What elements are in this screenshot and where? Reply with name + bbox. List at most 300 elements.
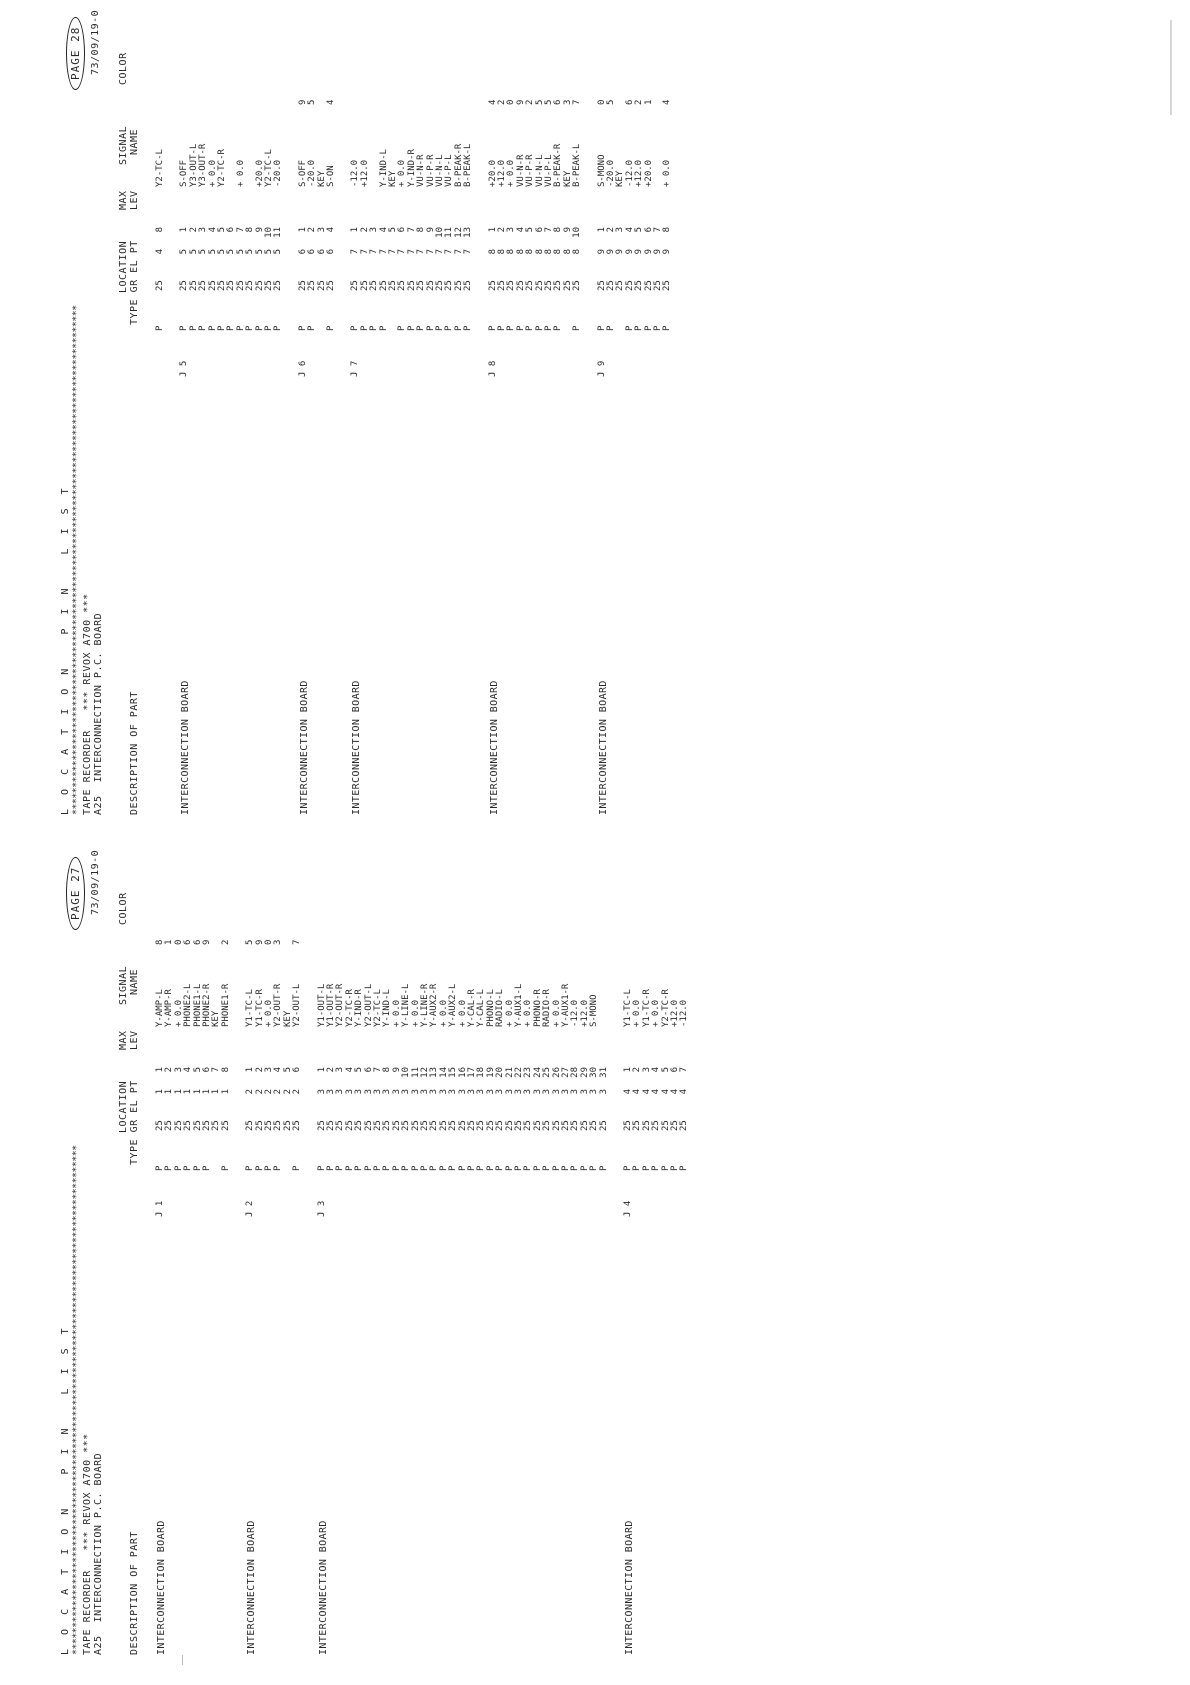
- pin-row: [274, 77, 283, 377]
- pin-group: 25: [562, 280, 573, 291]
- pin-group: 25: [235, 280, 246, 291]
- pin-type: P: [632, 1165, 643, 1171]
- pin-point: 2: [307, 227, 318, 233]
- pin-point: 1: [297, 227, 308, 233]
- pin-type: P: [624, 325, 635, 331]
- pin-point: 13: [463, 227, 474, 238]
- pin-group: 25: [598, 1120, 609, 1131]
- pin-point: 4: [207, 227, 218, 233]
- pin-type: P: [652, 325, 663, 331]
- pin-element: 3: [485, 1089, 496, 1095]
- pin-point: 23: [523, 1067, 534, 1078]
- signal-name: PHONE1-R: [220, 983, 231, 1027]
- signal-name: +12.0: [634, 159, 645, 187]
- signal-name: +12.0: [670, 999, 680, 1027]
- pin-type: P: [453, 325, 464, 331]
- pin-group: 25: [297, 280, 308, 291]
- pin-type: P: [363, 1165, 374, 1171]
- pin-group: 25: [325, 280, 336, 291]
- pin-group: 25: [416, 280, 427, 291]
- pin-point: 9: [562, 227, 573, 233]
- pin-type: P: [641, 1165, 652, 1171]
- pin-row: [600, 917, 609, 1217]
- pin-point: 28: [570, 1067, 581, 1078]
- wire-color: 6: [192, 939, 203, 945]
- signal-name: VU-N-L: [434, 154, 445, 187]
- pin-point: 7: [372, 1067, 383, 1073]
- part-description: INTERCONNECTION BOARD: [156, 1520, 167, 1655]
- pin-point: 4: [651, 1067, 662, 1073]
- wire-color: 0: [263, 939, 274, 945]
- pin-point: 3: [335, 1067, 346, 1073]
- pin-group: 25: [596, 280, 607, 291]
- signal-name: Y2-TC-L: [155, 149, 165, 187]
- signal-name: Y1-TC-R: [254, 989, 265, 1027]
- pin-type: P: [679, 1165, 690, 1171]
- pin-group: 25: [485, 1120, 496, 1131]
- pin-element: 8: [515, 249, 526, 255]
- pin-point: 1: [487, 227, 498, 233]
- part-description: INTERCONNECTION BOARD: [597, 680, 609, 815]
- pin-type: P: [325, 325, 336, 331]
- pin-row: [222, 917, 231, 1217]
- pin-element: 2: [273, 1089, 284, 1095]
- pin-element: 7: [369, 249, 380, 255]
- wire-color: 8: [155, 939, 165, 945]
- signal-name: +20.0: [254, 159, 265, 187]
- pin-element: 7: [453, 249, 464, 255]
- asterisk-rule: **********************************************************************************************: [71, 305, 82, 815]
- signal-name: S-MONO: [589, 994, 600, 1027]
- signal-name: Y2-TC-R: [216, 149, 227, 187]
- header-lev: LEV: [129, 190, 140, 210]
- signal-name: + 0.0: [391, 999, 402, 1027]
- pin-group: 25: [316, 1120, 327, 1131]
- signal-name: VU-N-L: [534, 154, 545, 187]
- pin-group: 25: [245, 280, 256, 291]
- signal-name: + 0.0: [523, 999, 534, 1027]
- pin-type: P: [359, 325, 370, 331]
- signal-name: B-PEAK-L: [572, 143, 583, 187]
- signal-name: + 0.0: [506, 159, 517, 187]
- pin-type: P: [438, 1165, 449, 1171]
- pin-element: 3: [457, 1089, 468, 1095]
- pin-point: 6: [670, 1067, 680, 1073]
- pin-type: P: [542, 1165, 553, 1171]
- pin-element: 2: [245, 1089, 256, 1095]
- pin-point: 2: [496, 227, 507, 233]
- signal-name: Y-AUX2-R: [429, 983, 440, 1027]
- pin-type: P: [572, 325, 583, 331]
- signal-name: S-OFF: [179, 159, 190, 187]
- pin-type: P: [651, 1165, 662, 1171]
- pin-group: 25: [463, 280, 474, 291]
- signal-name: -20.0: [307, 159, 318, 187]
- pin-point: 8: [553, 227, 564, 233]
- connector-id: J 9: [596, 360, 607, 377]
- pin-type: P: [254, 325, 265, 331]
- signal-name: KEY: [316, 170, 327, 187]
- pin-type: P: [660, 1165, 671, 1171]
- signal-name: PHONE2-L: [183, 983, 194, 1027]
- pin-element: 5: [226, 249, 237, 255]
- signal-name: Y-LINE-L: [401, 983, 412, 1027]
- pin-point: 10: [572, 227, 583, 238]
- pin-element: 9: [624, 249, 635, 255]
- signal-name: Y-AMP-R: [164, 989, 175, 1027]
- part-description: INTERCONNECTION BOARD: [317, 1520, 329, 1655]
- pin-element: 9: [605, 249, 616, 255]
- pin-group: 25: [660, 1120, 671, 1131]
- pin-type: P: [579, 1165, 590, 1171]
- pin-group: 25: [282, 1120, 293, 1131]
- pin-point: 2: [188, 227, 199, 233]
- pin-group: 25: [542, 1120, 553, 1131]
- pin-type: P: [448, 1165, 459, 1171]
- part-description: INTERCONNECTION BOARD: [298, 680, 310, 815]
- pin-type: P: [444, 325, 455, 331]
- signal-name: + 0.0: [397, 159, 408, 187]
- signal-name: +12.0: [359, 159, 370, 187]
- part-description: INTERCONNECTION BOARD: [624, 1520, 635, 1655]
- signal-name: VU-P-R: [525, 154, 536, 187]
- header-name: NAME: [129, 128, 140, 155]
- pin-type: P: [297, 325, 308, 331]
- pin-type: P: [419, 1165, 430, 1171]
- pin-group: 25: [263, 1120, 274, 1131]
- pin-point: 5: [634, 227, 645, 233]
- pin-point: 8: [416, 227, 427, 233]
- pin-type: P: [570, 1165, 581, 1171]
- pin-point: 6: [363, 1067, 374, 1073]
- pin-element: 3: [363, 1089, 374, 1095]
- signal-name: + 0.0: [438, 999, 449, 1027]
- pin-element: 3: [598, 1089, 609, 1095]
- pin-type: P: [335, 1165, 346, 1171]
- pin-type: P: [220, 1165, 231, 1171]
- pin-group: 25: [543, 280, 554, 291]
- pin-group: 25: [438, 1120, 449, 1131]
- pin-element: 1: [183, 1089, 194, 1095]
- pin-element: 6: [325, 249, 336, 255]
- pin-element: 5: [263, 249, 274, 255]
- signal-name: S-MONO: [596, 154, 607, 187]
- pin-group: 25: [387, 280, 398, 291]
- pin-element: 3: [513, 1089, 524, 1095]
- header-max: MAX: [118, 1030, 129, 1050]
- wire-color: 7: [292, 939, 303, 945]
- wire-color: 2: [496, 99, 507, 105]
- pin-type: P: [401, 1165, 412, 1171]
- pin-point: 3: [506, 227, 517, 233]
- header-type-gr-el-pt: TYPE GR EL PT: [129, 240, 140, 325]
- pin-point: 5: [216, 227, 227, 233]
- pin-point: 2: [164, 1067, 175, 1073]
- pin-group: 25: [391, 1120, 402, 1131]
- pin-point: 15: [448, 1067, 459, 1078]
- pin-point: 8: [662, 227, 673, 233]
- signal-name: + 0.0: [651, 999, 662, 1027]
- signal-name: Y-CAL-R: [466, 989, 477, 1027]
- pin-type: P: [532, 1165, 543, 1171]
- pin-point: 5: [354, 1067, 365, 1073]
- pin-point: 8: [155, 227, 165, 233]
- signal-name: +12.0: [496, 159, 507, 187]
- pin-group: 25: [254, 280, 265, 291]
- part-description: INTERCONNECTION BOARD: [351, 680, 363, 815]
- signal-name: Y1-OUT-L: [316, 983, 327, 1027]
- wire-color: 3: [562, 99, 573, 105]
- pin-group: 25: [173, 1120, 184, 1131]
- pin-point: 3: [173, 1067, 184, 1073]
- pin-point: 1: [596, 227, 607, 233]
- pin-element: 8: [525, 249, 536, 255]
- pin-point: 2: [325, 1067, 336, 1073]
- scan-speck: [182, 1655, 183, 1665]
- signal-name: Y-IND-L: [378, 149, 389, 187]
- pin-point: 1: [316, 1067, 327, 1073]
- pin-group: 25: [425, 280, 436, 291]
- signal-name: + 0.0: [632, 999, 643, 1027]
- pin-group: 25: [410, 1120, 421, 1131]
- pin-point: 12: [419, 1067, 430, 1078]
- pin-group: 25: [155, 280, 165, 291]
- pin-point: 3: [316, 227, 327, 233]
- pin-group: 25: [570, 1120, 581, 1131]
- pin-group: 25: [504, 1120, 515, 1131]
- header-location: LOCATION: [118, 240, 129, 293]
- pin-group: 25: [307, 280, 318, 291]
- pin-element: 2: [263, 1089, 274, 1095]
- pin-type: P: [207, 325, 218, 331]
- signal-name: -12.0: [679, 999, 690, 1027]
- pin-point: 6: [397, 227, 408, 233]
- pin-point: 6: [202, 1067, 212, 1073]
- wire-color: 0: [596, 99, 607, 105]
- signal-name: + 0.0: [551, 999, 562, 1027]
- pin-group: 25: [532, 1120, 543, 1131]
- pin-point: 8: [382, 1067, 393, 1073]
- signal-name: Y1-TC-L: [623, 989, 633, 1027]
- pin-type: P: [155, 1165, 165, 1171]
- pin-group: 25: [448, 1120, 459, 1131]
- signal-name: -12.0: [570, 999, 581, 1027]
- pin-element: 4: [679, 1089, 690, 1095]
- pin-element: 7: [397, 249, 408, 255]
- pin-element: 7: [463, 249, 474, 255]
- pin-point: 13: [429, 1067, 440, 1078]
- pin-point: 20: [495, 1067, 506, 1078]
- pin-type: P: [226, 325, 237, 331]
- connector-id: J 4: [623, 1200, 633, 1217]
- pin-group: 25: [670, 1120, 680, 1131]
- wire-color: 5: [307, 99, 318, 105]
- pin-element: 3: [495, 1089, 506, 1095]
- pin-row: [663, 77, 672, 377]
- pin-point: 18: [476, 1067, 487, 1078]
- wire-color: 2: [525, 99, 536, 105]
- pin-type: P: [523, 1165, 534, 1171]
- pin-type: P: [553, 325, 564, 331]
- pin-point: 2: [632, 1067, 643, 1073]
- pin-point: 6: [534, 227, 545, 233]
- pin-row: [293, 917, 302, 1217]
- pin-element: 7: [434, 249, 445, 255]
- pin-element: 3: [429, 1089, 440, 1095]
- pin-element: 8: [506, 249, 517, 255]
- pin-point: 17: [466, 1067, 477, 1078]
- signal-name: B-PEAK-R: [453, 143, 464, 187]
- pin-element: 3: [325, 1089, 336, 1095]
- pin-point: 7: [543, 227, 554, 233]
- pin-element: 3: [589, 1089, 600, 1095]
- pin-group: 25: [457, 1120, 468, 1131]
- pin-type: P: [425, 325, 436, 331]
- pin-type: P: [179, 325, 190, 331]
- header-lev: LEV: [129, 1030, 140, 1050]
- pin-type: P: [354, 1165, 365, 1171]
- pin-element: 1: [211, 1089, 222, 1095]
- pin-group: 25: [641, 1120, 652, 1131]
- header-description: DESCRIPTION OF PART: [129, 1531, 140, 1655]
- signal-name: + 0.0: [457, 999, 468, 1027]
- signal-name: PHONO-L: [485, 989, 496, 1027]
- pin-point: 3: [369, 227, 380, 233]
- pin-element: 3: [551, 1089, 562, 1095]
- pin-type: P: [525, 325, 536, 331]
- pin-group: 25: [506, 280, 517, 291]
- pin-group: 25: [273, 280, 284, 291]
- pin-element: 9: [662, 249, 673, 255]
- pin-point: 10: [401, 1067, 412, 1078]
- pin-element: 8: [496, 249, 507, 255]
- pin-point: 9: [391, 1067, 402, 1073]
- connector-id: J 7: [350, 360, 361, 377]
- pin-type: P: [183, 1165, 194, 1171]
- signal-name: +20.0: [487, 159, 498, 187]
- pin-point: 24: [532, 1067, 543, 1078]
- pin-group: 25: [643, 280, 654, 291]
- pin-group: 25: [363, 1120, 374, 1131]
- pin-point: 4: [183, 1067, 194, 1073]
- pin-group: 25: [513, 1120, 524, 1131]
- signal-name: KEY: [615, 170, 626, 187]
- page-number-badge: PAGE 28: [66, 17, 85, 90]
- signal-name: Y2-TC-R: [344, 989, 355, 1027]
- signal-name: Y-AUX1-R: [560, 983, 571, 1027]
- pin-group: 25: [589, 1120, 600, 1131]
- signal-name: + 0.0: [235, 159, 246, 187]
- pin-group: 25: [615, 280, 626, 291]
- page-number-badge: PAGE 27: [66, 857, 85, 930]
- pin-point: 11: [273, 227, 284, 238]
- pin-element: 8: [572, 249, 583, 255]
- signal-name: + 0.0: [207, 159, 218, 187]
- pin-point: 30: [589, 1067, 600, 1078]
- pin-group: 25: [523, 1120, 534, 1131]
- pin-type: P: [515, 325, 526, 331]
- header-description: DESCRIPTION OF PART: [129, 691, 140, 815]
- pin-element: 3: [410, 1089, 421, 1095]
- pin-point: 10: [434, 227, 445, 238]
- wire-color: 5: [605, 99, 616, 105]
- signal-name: Y-LINE-R: [419, 983, 430, 1027]
- pin-type: P: [263, 1165, 274, 1171]
- pin-point: 2: [254, 1067, 265, 1073]
- pin-type: P: [378, 325, 389, 331]
- pin-point: 3: [263, 1067, 274, 1073]
- pin-element: 3: [354, 1089, 365, 1095]
- signal-name: Y-IND-R: [406, 149, 417, 187]
- connector-id: J 6: [297, 360, 308, 377]
- pin-type: P: [344, 1165, 355, 1171]
- pin-group: 25: [292, 1120, 303, 1131]
- pin-element: 1: [173, 1089, 184, 1095]
- pin-point: 14: [438, 1067, 449, 1078]
- pin-group: 25: [651, 1120, 662, 1131]
- wire-color: 2: [634, 99, 645, 105]
- header-type-gr-el-pt: TYPE GR EL PT: [129, 1080, 140, 1165]
- wire-color: 0: [173, 939, 184, 945]
- listing-subtitle: TAPE RECORDER *** REVOX A700 ***: [82, 1433, 93, 1655]
- pin-group: 25: [325, 1120, 336, 1131]
- pin-group: 25: [359, 280, 370, 291]
- pin-element: 7: [378, 249, 389, 255]
- pin-element: 9: [615, 249, 626, 255]
- connector-id: J 2: [245, 1200, 256, 1217]
- pin-group: 25: [453, 280, 464, 291]
- pin-group: 25: [662, 280, 673, 291]
- wire-color: 9: [297, 99, 308, 105]
- pin-type: P: [487, 325, 498, 331]
- pin-point: 19: [485, 1067, 496, 1078]
- pin-group: 25: [496, 280, 507, 291]
- pin-element: 3: [542, 1089, 553, 1095]
- pin-type: P: [202, 1165, 212, 1171]
- pin-element: 6: [316, 249, 327, 255]
- pin-element: 9: [643, 249, 654, 255]
- pin-element: 5: [198, 249, 209, 255]
- pin-element: 3: [570, 1089, 581, 1095]
- pin-point: 21: [504, 1067, 515, 1078]
- pin-element: 9: [652, 249, 663, 255]
- pin-group: 25: [369, 280, 380, 291]
- wire-color: 4: [662, 99, 673, 105]
- pin-group: 25: [164, 1120, 175, 1131]
- pin-point: 5: [282, 1067, 293, 1073]
- pin-type: P: [173, 1165, 184, 1171]
- header-name: NAME: [129, 968, 140, 995]
- signal-name: B-PEAK-R: [553, 143, 564, 187]
- signal-name: VU-P-L: [543, 154, 554, 187]
- pin-type: P: [254, 1165, 265, 1171]
- pin-type: P: [372, 1165, 383, 1171]
- pin-group: 25: [624, 280, 635, 291]
- pin-point: 27: [560, 1067, 571, 1078]
- pin-point: 3: [615, 227, 626, 233]
- pin-type: P: [406, 325, 417, 331]
- pin-group: 25: [605, 280, 616, 291]
- signal-name: RADIO-R: [542, 989, 553, 1027]
- pin-group: 25: [419, 1120, 430, 1131]
- header-signal: SIGNAL: [118, 125, 129, 165]
- pin-group: 25: [434, 280, 445, 291]
- pin-point: 22: [513, 1067, 524, 1078]
- wire-color: 0: [506, 99, 517, 105]
- pin-element: 4: [623, 1089, 633, 1095]
- pin-group: 25: [406, 280, 417, 291]
- connector-id: J 5: [179, 360, 190, 377]
